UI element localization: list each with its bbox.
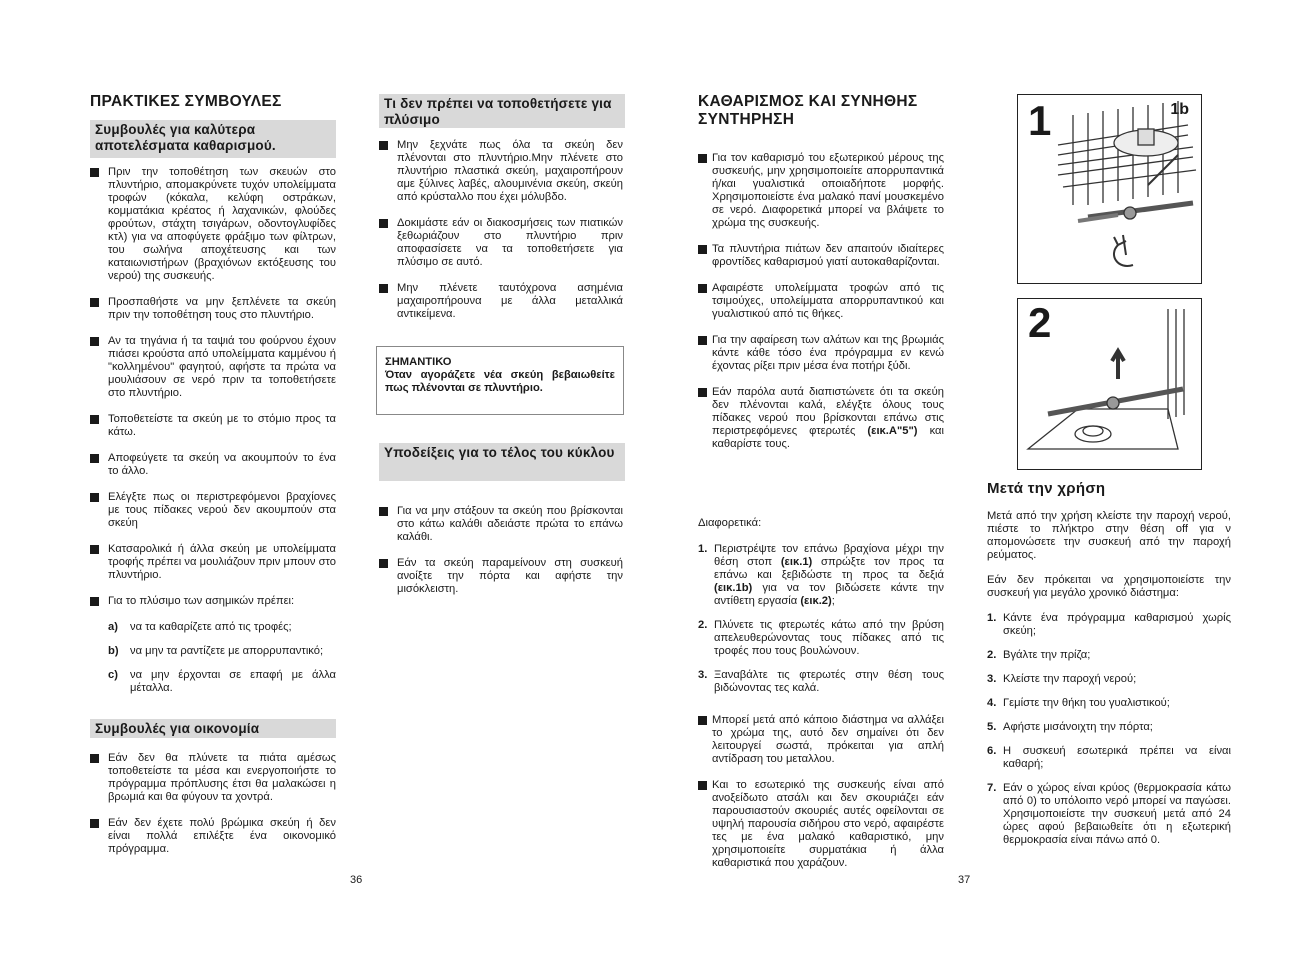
step-text: για να τον βιδώσετε κάντε την αντίθετη εργασία	[714, 582, 944, 607]
list-item-2: Προσπαθήστε να μην ξεπλένετε τα σκεύη πριν την τοποθέτηση τους στο πλυντήριο.	[90, 296, 336, 322]
list-item-6: Ελέγξτε πως οι περιστρεφόμενοι βραχίονες με τους πίδακες νερού δεν ακουμπούν στα σκεύη	[90, 491, 336, 530]
storage-step-1	[987, 612, 1231, 638]
list-not-to-wash	[379, 139, 623, 334]
list-end-of-cycle	[379, 505, 623, 609]
sub-item-1	[90, 621, 336, 634]
step-text: Ξαναβάλτε τις φτερωτές στην θέση τους βιδώνοντας τες καλά.	[714, 669, 944, 694]
list-item-1: Μπορεί μετά από κάποιο διάστημα να αλλάξει το χρώμα της, αυτό δεν σημαίνει ότι δεν λειτουργεί σωστά, πρόκειται για απλή αντίδραση του μεταλλου.	[698, 714, 944, 766]
figure-2-lower-arm	[1017, 298, 1202, 470]
step-3	[698, 669, 944, 695]
storage-step-7	[987, 782, 1231, 847]
otherwise-label: Διαφορετικά:	[698, 517, 762, 529]
step-ref: (εικ.1)	[780, 556, 813, 568]
section-header-end-of-cycle: Υποδείξεις για το τέλος του κύκλου	[379, 443, 625, 481]
list-cleaning	[698, 152, 944, 464]
list-item-1: Για να μην στάξουν τα σκεύη που βρίσκονται στο κάτω καλάθι αδειάστε πρώτα το επάνω καλάθι.	[379, 505, 623, 544]
page-title-practical-tips: ΠΡΑΚΤΙΚΕΣ ΣΥΜΒΟΥΛΕΣ	[90, 93, 282, 110]
list-item-2: Δοκιμάστε εάν οι διακοσμήσεις των πιατικών ξεθωριάζουν στο πλυντήριο πριν αποφασίσετε να τα τοποθετήσετε για πλύσιμο σε αυτό.	[379, 217, 623, 269]
basket-arm-illustration	[1018, 95, 1201, 283]
step-number: 1.	[987, 612, 997, 624]
sub-item-label: a)	[108, 621, 118, 633]
step-text: Πλύνετε τις φτερωτές κάτω από την βρύση απελευθερώνοντας τους πίδακες από τις τροφές που τους βουλώνουν.	[714, 619, 944, 657]
step-text: Κλείστε την παροχή νερού;	[1003, 673, 1137, 685]
list-item-4: Για την αφαίρεση των αλάτων και της βρωμιάς κάντε κάθε τόσο ένα πρόγραμμα εν κενώ έχοντας ρίξει πριν μέσα ένα ποτήρι ξύδι.	[698, 334, 944, 373]
sub-item-text: να τα καθαρίζετε από τις τροφές;	[130, 621, 292, 633]
list-item-3: Αν τα τηγάνια ή τα ταψιά του φούρνου έχουν πιάσει κρούστα από υπολείμματα καμμένου ή "κολλημένου" φαγητού, αφήστε τα πρώτα να μουλιάσουν σε νερό πριν τα τοποθετήσετε στο πλυντήριο.	[90, 335, 336, 400]
list-item-8: Για το πλύσιμο των ασημικών πρέπει:	[90, 595, 336, 608]
step-number: 7.	[987, 782, 997, 794]
after-use-paragraph-2: Εάν δεν πρόκειται να χρησιμοποιείστε την συσκευή για μεγάλο χρονικό διάστημα:	[987, 574, 1231, 599]
figure-1b-label: 1b	[1170, 101, 1189, 118]
sub-item-text: να μην τα ραντίζετε με απορρυπαντικό;	[130, 645, 324, 657]
list-item-4: Τοποθετείστε τα σκεύη με το στόμιο προς τα κάτω.	[90, 413, 336, 439]
sub-item-text: να μην έρχονται σε επαφή με άλλα μέταλλα.	[130, 669, 336, 694]
storage-step-3	[987, 673, 1231, 686]
step-number: 6.	[987, 745, 997, 757]
important-title: ΣΗΜΑΝΤΙΚΟ	[385, 356, 452, 368]
storage-step-2	[987, 649, 1231, 662]
step-text: ;	[831, 595, 835, 607]
lower-arm-illustration	[1018, 299, 1201, 469]
list-item-1: Εάν δεν θα πλύνετε τα πιάτα αμέσως τοποθετείστε τα μέσα και ενεργοποιήστε το πρόγραμμα πρόπλυσης έτσι θα μαλακώσει η βρωμιά και θα φύγουν τα χοντρά.	[90, 752, 336, 804]
list-item-7: Κατσαρολικά ή άλλα σκεύη με υπολείμματα τροφής πρέπει να μουλιάζουν πριν μπουν στο πλυντήριο.	[90, 543, 336, 582]
figure-1-label: 1	[1028, 97, 1052, 144]
section-header-better-cleaning: Συμβουλές για καλύτερα αποτελέσματα καθαρισμού.	[90, 120, 336, 158]
list-storage-steps	[987, 612, 1231, 858]
figure-1-upper-arm	[1017, 94, 1202, 284]
page-title-cleaning-maintenance: ΚΑΘΑΡΙΣΜΟΣ ΚΑΙ ΣΥΝΗΘΗΣ ΣΥΝΤΗΡΗΣΗ	[698, 93, 918, 128]
step-number: 3.	[987, 673, 997, 685]
sub-item-label: c)	[108, 669, 118, 681]
important-text: Όταν αγοράζετε νέα σκεύη βεβαιωθείτε πως πλένονται σε πλυντήριο.	[385, 369, 615, 394]
list-item-text: Εάν παρόλα αυτά διαπιστώνετε ότι τα σκεύη δεν πλένονται καλά, ελέγξτε όλους τους πίδακες νερού που βρίσκονται επάνω στις περιστρεφόμενες φτερωτές	[712, 386, 944, 437]
list-item-2: Εάν δεν έχετε πολύ βρώμικα σκεύη ή δεν είναι πολλά επιλέξτε ένα οικονομικό πρόγραμμα.	[90, 817, 336, 856]
list-item-5	[698, 386, 944, 451]
step-ref: (εικ.2)	[800, 595, 832, 607]
section-header-economy: Συμβουλές για οικονομία	[90, 719, 336, 738]
step-text: Εάν ο χώρος είναι κρύος (θερμοκρασία κάτω από 0) το υπόλοιπο νερό μπορεί να παγώσει. Χρησιμοποιείστε την συσκευή μετά από 24 ώρες αφού βεβαιωθείτε ότι η εξωτερική θερμοκρασία είναι πάνω από 0.	[1003, 782, 1231, 846]
step-text: Κάντε ένα πρόγραμμα καθαρισμού χωρίς σκεύη;	[1003, 612, 1231, 637]
step-number: 2.	[987, 649, 997, 661]
after-use-paragraph-1: Μετά από την χρήση κλείστε την παροχή νερού, πιέστε το πλήκτρο στην θέση off για ν απομονώσετε την συσκευή από την παροχή ρεύματος.	[987, 510, 1231, 561]
step-number: 4.	[987, 697, 997, 709]
list-better-cleaning	[90, 166, 336, 706]
after-use-title: Μετά την χρήση	[987, 480, 1106, 497]
section-header-not-to-wash: Τι δεν πρέπει να τοποθετήσετε για πλύσιμο	[379, 94, 625, 128]
step-text: Γεμίστε την θήκη του γυαλιστικού;	[1003, 697, 1170, 709]
storage-step-4	[987, 697, 1231, 710]
step-text: Περιστρέψτε τον επάνω βραχίονα μέχρι την θέση στοπ	[714, 543, 944, 568]
list-item-2: Και το εσωτερικό της συσκευής είναι από ανοξείδωτο ατσάλι και δεν σκουριάζει εάν παρουσιαστούν σκουριές αυτές οφείλονται σε υψηλή παρουσία σιδήρου στο νερό, αφαιρέστε τες με ένα μαλακό καθαριστικό, μην χρησιμοποιείτε συρματάκια ή άλλα καθαριστικά που χαράζουν.	[698, 779, 944, 870]
important-box	[376, 346, 624, 415]
step-text: σπρώξτε τον προς τα επάνω και ξεβιδώστε τη προς τα δεξιά	[714, 556, 944, 581]
step-2	[698, 619, 944, 658]
list-steel-notes	[698, 714, 944, 883]
list-item-2: Εάν τα σκεύη παραμείνουν στη συσκευή ανοίξτε την πόρτα και αφήστε την μισόκλειστη.	[379, 557, 623, 596]
list-item-3: Μην πλένετε ταυτόχρονα ασημένια μαχαιροπήρουνα με άλλα μεταλλικά αντικείμενα.	[379, 282, 623, 321]
step-1	[698, 543, 944, 608]
list-arm-steps	[698, 543, 944, 706]
list-item-1: Πριν την τοποθέτηση των σκευών στο πλυντήριο, απομακρύνετε τυχόν υπολείμματα τροφών (κόκαλα, κελύφη οστράκων, κομματάκια κρέατος ή λαχανικών, φλούδες φρούτων, στάχτη τσιγάρων, οδοντογλυφίδες κτλ) για να αποφύγετε φράξιμο των φίλτρων, του σωλήνα αποχέτευσης και των καταιωνιστήρων (βραχιόνων εκτόξευσης του νερού) της συσκευής.	[90, 166, 336, 283]
list-item-5: Αποφεύγετε τα σκεύη να ακουμπούν το ένα το άλλο.	[90, 452, 336, 478]
list-economy	[90, 752, 336, 869]
list-item-3: Αφαιρέστε υπολείμματα τροφών από τις τσιμούχες, υπολείμματα απορρυπαντικού και γυαλιστικού από τις θήκες.	[698, 282, 944, 321]
list-item-ref: (εικ.A"5")	[867, 425, 918, 437]
step-number: 5.	[987, 721, 997, 733]
step-number: 3.	[698, 669, 708, 681]
list-item-1: Μην ξεχνάτε πως όλα τα σκεύη δεν πλένονται στο πλυντήριο.Μην πλένετε στο πλυντήριο πλαστικά σκεύη, μαχαιροπήρουν αμε ξύλινες λαβές, αλουμινένια σκεύη, σκεύη από κρύσταλλο που έχει μόλυβδο.	[379, 139, 623, 204]
step-number: 2.	[698, 619, 708, 631]
list-item-text: και καθαρίστε τους.	[712, 425, 944, 450]
step-text: Βγάλτε την πρίζα;	[1003, 649, 1091, 661]
list-item-2: Τα πλυντήρια πιάτων δεν απαιτούν ιδιαίτερες φροντίδες καθαρισμού γιατί αυτοκαθαρίζονται.	[698, 243, 944, 269]
sub-item-3	[90, 669, 336, 695]
step-text: Αφήστε μισάνοιχτη την πόρτα;	[1003, 721, 1153, 733]
list-item-1: Για τον καθαρισμό του εξωτερικού μέρους της συσκευής, μην χρησιμοποιείτε απορρυπαντικά ή/και γυαλιστικά οποιαδήποτε μορφής. Χρησιμοποιείστε ένα μαλακό πανί μουσκεμένο σε νερό. Διαφορετικά μπορεί να βλάψετε το χρώμα της συσκευής.	[698, 152, 944, 230]
step-text: Η συσκευή εσωτερικά πρέπει να είναι καθαρή;	[1003, 745, 1231, 770]
figure-2-label: 2	[1028, 299, 1052, 346]
page-number-right: 37	[958, 874, 971, 886]
step-ref: (εικ.1b)	[714, 582, 753, 594]
storage-step-5	[987, 721, 1231, 734]
sub-item-label: b)	[108, 645, 119, 657]
page-number-left: 36	[350, 874, 363, 886]
storage-step-6	[987, 745, 1231, 771]
sub-item-2	[90, 645, 336, 658]
step-number: 1.	[698, 543, 708, 555]
